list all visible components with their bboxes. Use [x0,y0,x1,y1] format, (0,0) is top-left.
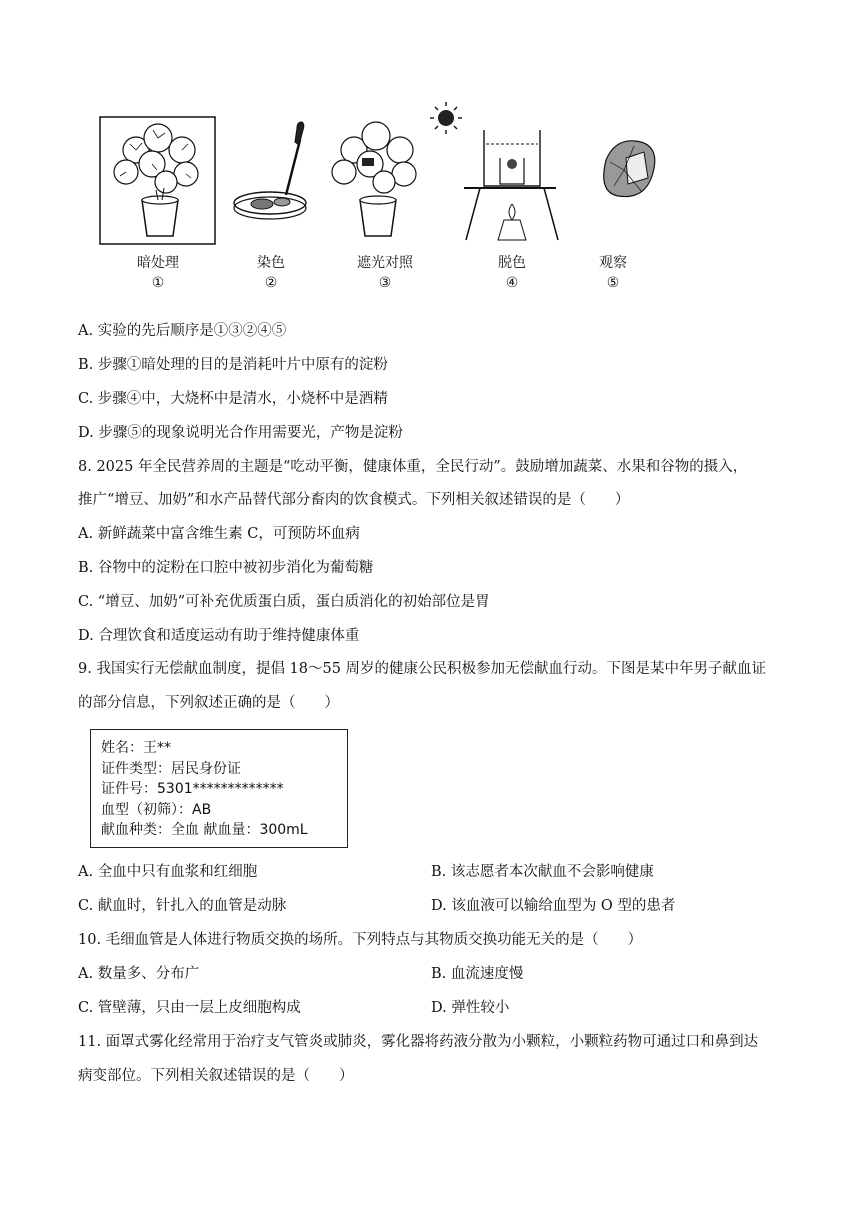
step-label-5: 观察 [599,255,627,271]
step-label-2: 染色 [257,255,285,271]
card-blood-type: 血型（初筛）：AB [101,801,212,818]
experiment-illustration [96,100,666,250]
blood-donation-card [90,729,348,848]
water-bath-beaker-icon [464,130,558,240]
q8-option-d: D. 合理饮食和适度运动有助于维持健康体重 [78,628,360,644]
q8-stem-line1: 8. 2025 年全民营养周的主题是“吃动平衡，健康体重，全民行动”。鼓励增加蔬菜、水果和谷物的摄入， [78,459,748,475]
q9-option-d: D. 该血液可以输给血型为 O 型的患者 [431,898,676,914]
q7-option-d: D. 步骤⑤的现象说明光合作用需要光，产物是淀粉 [78,425,403,441]
q11-stem-line1: 11. 面罩式雾化经常用于治疗支气管炎或肺炎，雾化器将药液分散为小颗粒，小颗粒药物可通过口和鼻到达 [78,1034,759,1050]
q8-option-b: B. 谷物中的淀粉在口腔中被初步消化为葡萄糖 [78,560,374,576]
step-label-3: 遮光对照 [357,255,413,271]
petri-dish-dropper-icon [234,122,306,219]
q9-stem-line1: 9. 我国实行无偿献血制度，提倡 18～55 周岁的健康公民积极参加无偿献血行动。下图是某中年男子献血证 [78,661,767,677]
q7-option-b: B. 步骤①暗处理的目的是消耗叶片中原有的淀粉 [78,357,388,373]
q8-option-c: C. “增豆、加奶”可补充优质蛋白质，蛋白质消化的初始部位是胃 [78,594,490,610]
potted-plant-dark-icon [100,117,215,244]
step-number-5: ⑤ [606,275,620,291]
q9-stem-line2: 的部分信息，下列叙述正确的是（ ） [78,695,339,711]
card-id-number: 证件号：5301************* [101,781,284,797]
card-name: 姓名：王** [101,740,171,756]
q8-option-a: A. 新鲜蔬菜中富含维生素 C，可预防坏血病 [78,526,360,542]
step-number-2: ② [264,275,278,291]
q7-option-c: C. 步骤④中，大烧杯中是清水，小烧杯中是酒精 [78,391,388,407]
q10-option-d: D. 弹性较小 [431,1000,510,1016]
step-number-1: ① [151,275,165,291]
leaf-result-icon [604,141,655,197]
card-donation-info: 献血种类：全血 献血量：300mL [101,822,308,838]
q8-stem-line2: 推广“增豆、加奶”和水产品替代部分畜肉的饮食模式。下列相关叙述错误的是（ ） [78,492,630,508]
q10-option-a: A. 数量多、分布广 [78,966,200,982]
step-label-4: 脱色 [498,255,526,271]
q10-option-c: C. 管壁薄，只由一层上皮细胞构成 [78,1000,301,1016]
step-number-4: ④ [505,275,519,291]
q9-option-b: B. 该志愿者本次献血不会影响健康 [431,864,654,880]
potted-plant-light-icon [332,102,462,236]
q9-option-a: A. 全血中只有血浆和红细胞 [78,864,258,880]
q10-stem: 10. 毛细血管是人体进行物质交换的场所。下列特点与其物质交换功能无关的是（ ） [78,932,643,948]
step-number-3: ③ [378,275,392,291]
q7-option-a: A. 实验的先后顺序是①③②④⑤ [78,323,287,339]
experiment-figure [96,100,666,300]
q9-option-c: C. 献血时，针扎入的血管是动脉 [78,898,287,914]
q10-option-b: B. 血流速度慢 [431,966,524,982]
step-label-1: 暗处理 [137,255,179,271]
q11-stem-line2: 病变部位。下列相关叙述错误的是（ ） [78,1068,354,1084]
card-id-type: 证件类型：居民身份证 [101,760,241,777]
sun-icon [430,102,462,134]
